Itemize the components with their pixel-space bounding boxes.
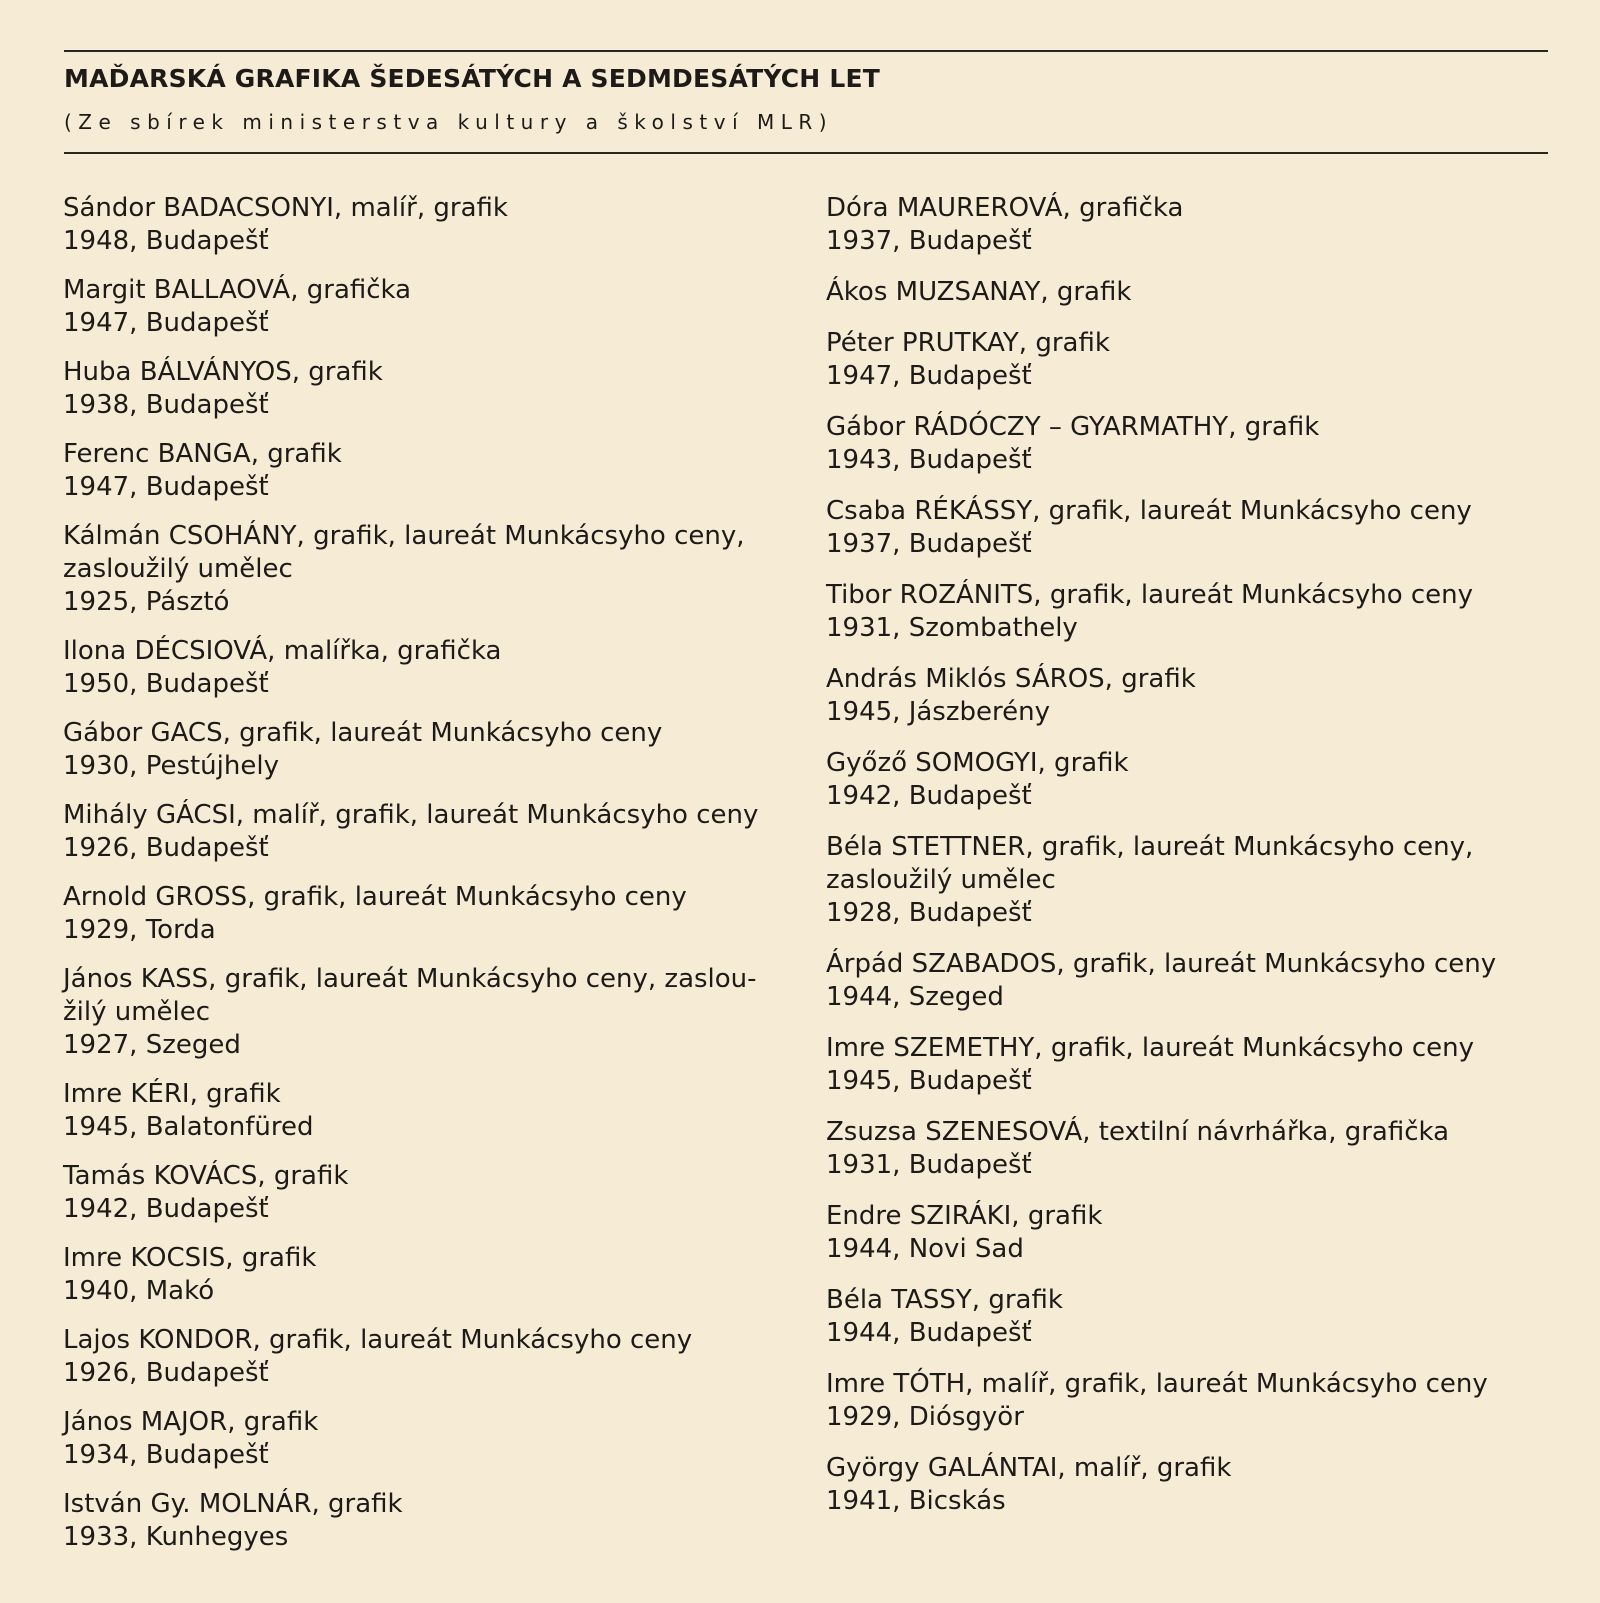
artist-name-line: János KASS, grafik, laureát Munkácsyho ceny, zaslou- bbox=[63, 964, 757, 994]
artist-detail-line: 1928, Budapešť bbox=[826, 898, 1032, 928]
artist-name-line: Péter PRUTKAY, grafik bbox=[826, 328, 1110, 358]
artist-detail-line: 1931, Budapešť bbox=[826, 1150, 1032, 1180]
artist-detail-line: 1941, Bicskás bbox=[826, 1486, 1006, 1516]
artist-name-line: Ákos MUZSANAY, grafik bbox=[826, 277, 1132, 307]
artist-name-line: Huba BÁLVÁNYOS, grafik bbox=[63, 357, 383, 387]
artist-detail-line: 1929, Diósgyör bbox=[826, 1402, 1024, 1432]
artist-detail-line: 1942, Budapešť bbox=[63, 1194, 269, 1224]
artist-entry bbox=[63, 1160, 803, 1226]
artist-detail-line: 1947, Budapešť bbox=[63, 308, 269, 338]
artist-detail-line: zasloužilý umělec bbox=[826, 865, 1056, 895]
artist-entry bbox=[826, 831, 1556, 930]
artist-entry bbox=[826, 1452, 1556, 1518]
artist-entry bbox=[63, 1078, 803, 1144]
artist-detail-line: 1940, Makó bbox=[63, 1276, 215, 1306]
artist-name-line: Csaba RÉKÁSSY, grafik, laureát Munkácsyho ceny bbox=[826, 496, 1472, 526]
top-rule bbox=[64, 50, 1548, 52]
artist-entry bbox=[63, 1406, 803, 1472]
artist-name-line: Tamás KOVÁCS, grafik bbox=[63, 1161, 349, 1191]
artist-name-line: Lajos KONDOR, grafik, laureát Munkácsyho ceny bbox=[63, 1325, 693, 1355]
artist-entry bbox=[63, 438, 803, 504]
artist-entry bbox=[826, 327, 1556, 393]
artist-detail-line: 1933, Kunhegyes bbox=[63, 1522, 289, 1552]
artist-detail-line: 1947, Budapešť bbox=[63, 472, 269, 502]
artist-detail-line: 1944, Szeged bbox=[826, 982, 1004, 1012]
artist-entry bbox=[63, 799, 803, 865]
artist-name-line: Béla STETTNER, grafik, laureát Munkácsyho ceny, bbox=[826, 832, 1474, 862]
artist-entry bbox=[63, 520, 803, 619]
left-column bbox=[63, 192, 803, 1570]
artist-name-line: Győző SOMOGYI, grafik bbox=[826, 748, 1129, 778]
artist-entry bbox=[63, 274, 803, 340]
artist-entry bbox=[63, 356, 803, 422]
bottom-rule bbox=[64, 152, 1548, 154]
right-column bbox=[826, 192, 1556, 1536]
artist-entry bbox=[826, 948, 1556, 1014]
artist-entry bbox=[63, 963, 803, 1062]
artist-name-line: Gábor RÁDÓCZY – GYARMATHY, grafik bbox=[826, 412, 1320, 442]
artist-entry bbox=[63, 717, 803, 783]
artist-detail-line: 1929, Torda bbox=[63, 915, 216, 945]
artist-detail-line: 1948, Budapešť bbox=[63, 226, 269, 256]
artist-name-line: Zsuzsa SZENESOVÁ, textilní návrhářka, grafička bbox=[826, 1117, 1450, 1147]
artist-detail-line: 1947, Budapešť bbox=[826, 361, 1032, 391]
artist-entry bbox=[826, 1200, 1556, 1266]
artist-detail-line: 1938, Budapešť bbox=[63, 390, 269, 420]
artist-name-line: Margit BALLAOVÁ, grafička bbox=[63, 275, 412, 305]
artist-detail-line: 1945, Budapešť bbox=[826, 1066, 1032, 1096]
artist-detail-line: 1937, Budapešť bbox=[826, 529, 1032, 559]
artist-detail-line: 1943, Budapešť bbox=[826, 445, 1032, 475]
artist-name-line: Imre SZEMETHY, grafik, laureát Munkácsyho ceny bbox=[826, 1033, 1475, 1063]
artist-entry bbox=[63, 1242, 803, 1308]
artist-detail-line: 1926, Budapešť bbox=[63, 1358, 269, 1388]
artist-name-line: György GALÁNTAI, malíř, grafik bbox=[826, 1453, 1232, 1483]
artist-name-line: Imre KÉRI, grafik bbox=[63, 1079, 281, 1109]
artist-name-line: Gábor GACS, grafik, laureát Munkácsyho ceny bbox=[63, 718, 663, 748]
artist-detail-line: 1926, Budapešť bbox=[63, 833, 269, 863]
artist-entry bbox=[63, 881, 803, 947]
artist-detail-line: 1950, Budapešť bbox=[63, 669, 269, 699]
artist-entry bbox=[826, 1368, 1556, 1434]
artist-detail-line: 1942, Budapešť bbox=[826, 781, 1032, 811]
artist-entry bbox=[826, 276, 1556, 309]
artist-detail-line: 1945, Jászberény bbox=[826, 697, 1050, 727]
artist-detail-line: 1927, Szeged bbox=[63, 1030, 241, 1060]
artist-name-line: Arnold GROSS, grafik, laureát Munkácsyho ceny bbox=[63, 882, 687, 912]
artist-name-line: Sándor BADACSONYI, malíř, grafik bbox=[63, 193, 508, 223]
artist-entry bbox=[63, 192, 803, 258]
artist-entry bbox=[826, 1116, 1556, 1182]
artist-name-line: Árpád SZABADOS, grafik, laureát Munkácsyho ceny bbox=[826, 949, 1497, 979]
artist-detail-line: 1931, Szombathely bbox=[826, 613, 1078, 643]
artist-detail-line: zasloužilý umělec bbox=[63, 554, 293, 584]
artist-name-line: Mihály GÁCSI, malíř, grafik, laureát Munkácsyho ceny bbox=[63, 800, 759, 830]
page-title: MAĎARSKÁ GRAFIKA ŠEDESÁTÝCH A SEDMDESÁTÝCH LET bbox=[64, 64, 880, 93]
artist-entry bbox=[63, 635, 803, 701]
artist-detail-line: 1944, Novi Sad bbox=[826, 1234, 1024, 1264]
artist-detail-line: žilý umělec bbox=[63, 997, 211, 1027]
artist-name-line: Tibor ROZÁNITS, grafik, laureát Munkácsyho ceny bbox=[826, 580, 1474, 610]
artist-name-line: Ferenc BANGA, grafik bbox=[63, 439, 342, 469]
artist-entry bbox=[826, 747, 1556, 813]
artist-detail-line: 1944, Budapešť bbox=[826, 1318, 1032, 1348]
artist-entry bbox=[63, 1488, 803, 1554]
artist-name-line: Ilona DÉCSIOVÁ, malířka, grafička bbox=[63, 636, 502, 666]
artist-entry bbox=[826, 495, 1556, 561]
artist-name-line: István Gy. MOLNÁR, grafik bbox=[63, 1489, 403, 1519]
artist-entry bbox=[826, 192, 1556, 258]
artist-name-line: Kálmán CSOHÁNY, grafik, laureát Munkácsyho ceny, bbox=[63, 521, 745, 551]
artist-name-line: Dóra MAUREROVÁ, grafička bbox=[826, 193, 1184, 223]
artist-detail-line: 1925, Pásztó bbox=[63, 587, 230, 617]
artist-detail-line: 1930, Pestújhely bbox=[63, 751, 279, 781]
artist-entry bbox=[826, 1032, 1556, 1098]
artist-name-line: Béla TASSY, grafik bbox=[826, 1285, 1063, 1315]
artist-entry bbox=[826, 411, 1556, 477]
artist-detail-line: 1934, Budapešť bbox=[63, 1440, 269, 1470]
artist-name-line: András Miklós SÁROS, grafik bbox=[826, 664, 1196, 694]
artist-name-line: Imre KOCSIS, grafik bbox=[63, 1243, 317, 1273]
artist-name-line: Endre SZIRÁKI, grafik bbox=[826, 1201, 1103, 1231]
artist-entry bbox=[826, 1284, 1556, 1350]
artist-name-line: Imre TÓTH, malíř, grafik, laureát Munkácsyho ceny bbox=[826, 1369, 1488, 1399]
page-subtitle: (Ze sbírek ministerstva kultury a školství MLR) bbox=[64, 110, 834, 134]
artist-detail-line: 1937, Budapešť bbox=[826, 226, 1032, 256]
artist-entry bbox=[63, 1324, 803, 1390]
artist-name-line: János MAJOR, grafik bbox=[63, 1407, 319, 1437]
artist-entry bbox=[826, 579, 1556, 645]
artist-detail-line: 1945, Balatonfüred bbox=[63, 1112, 314, 1142]
artist-entry bbox=[826, 663, 1556, 729]
